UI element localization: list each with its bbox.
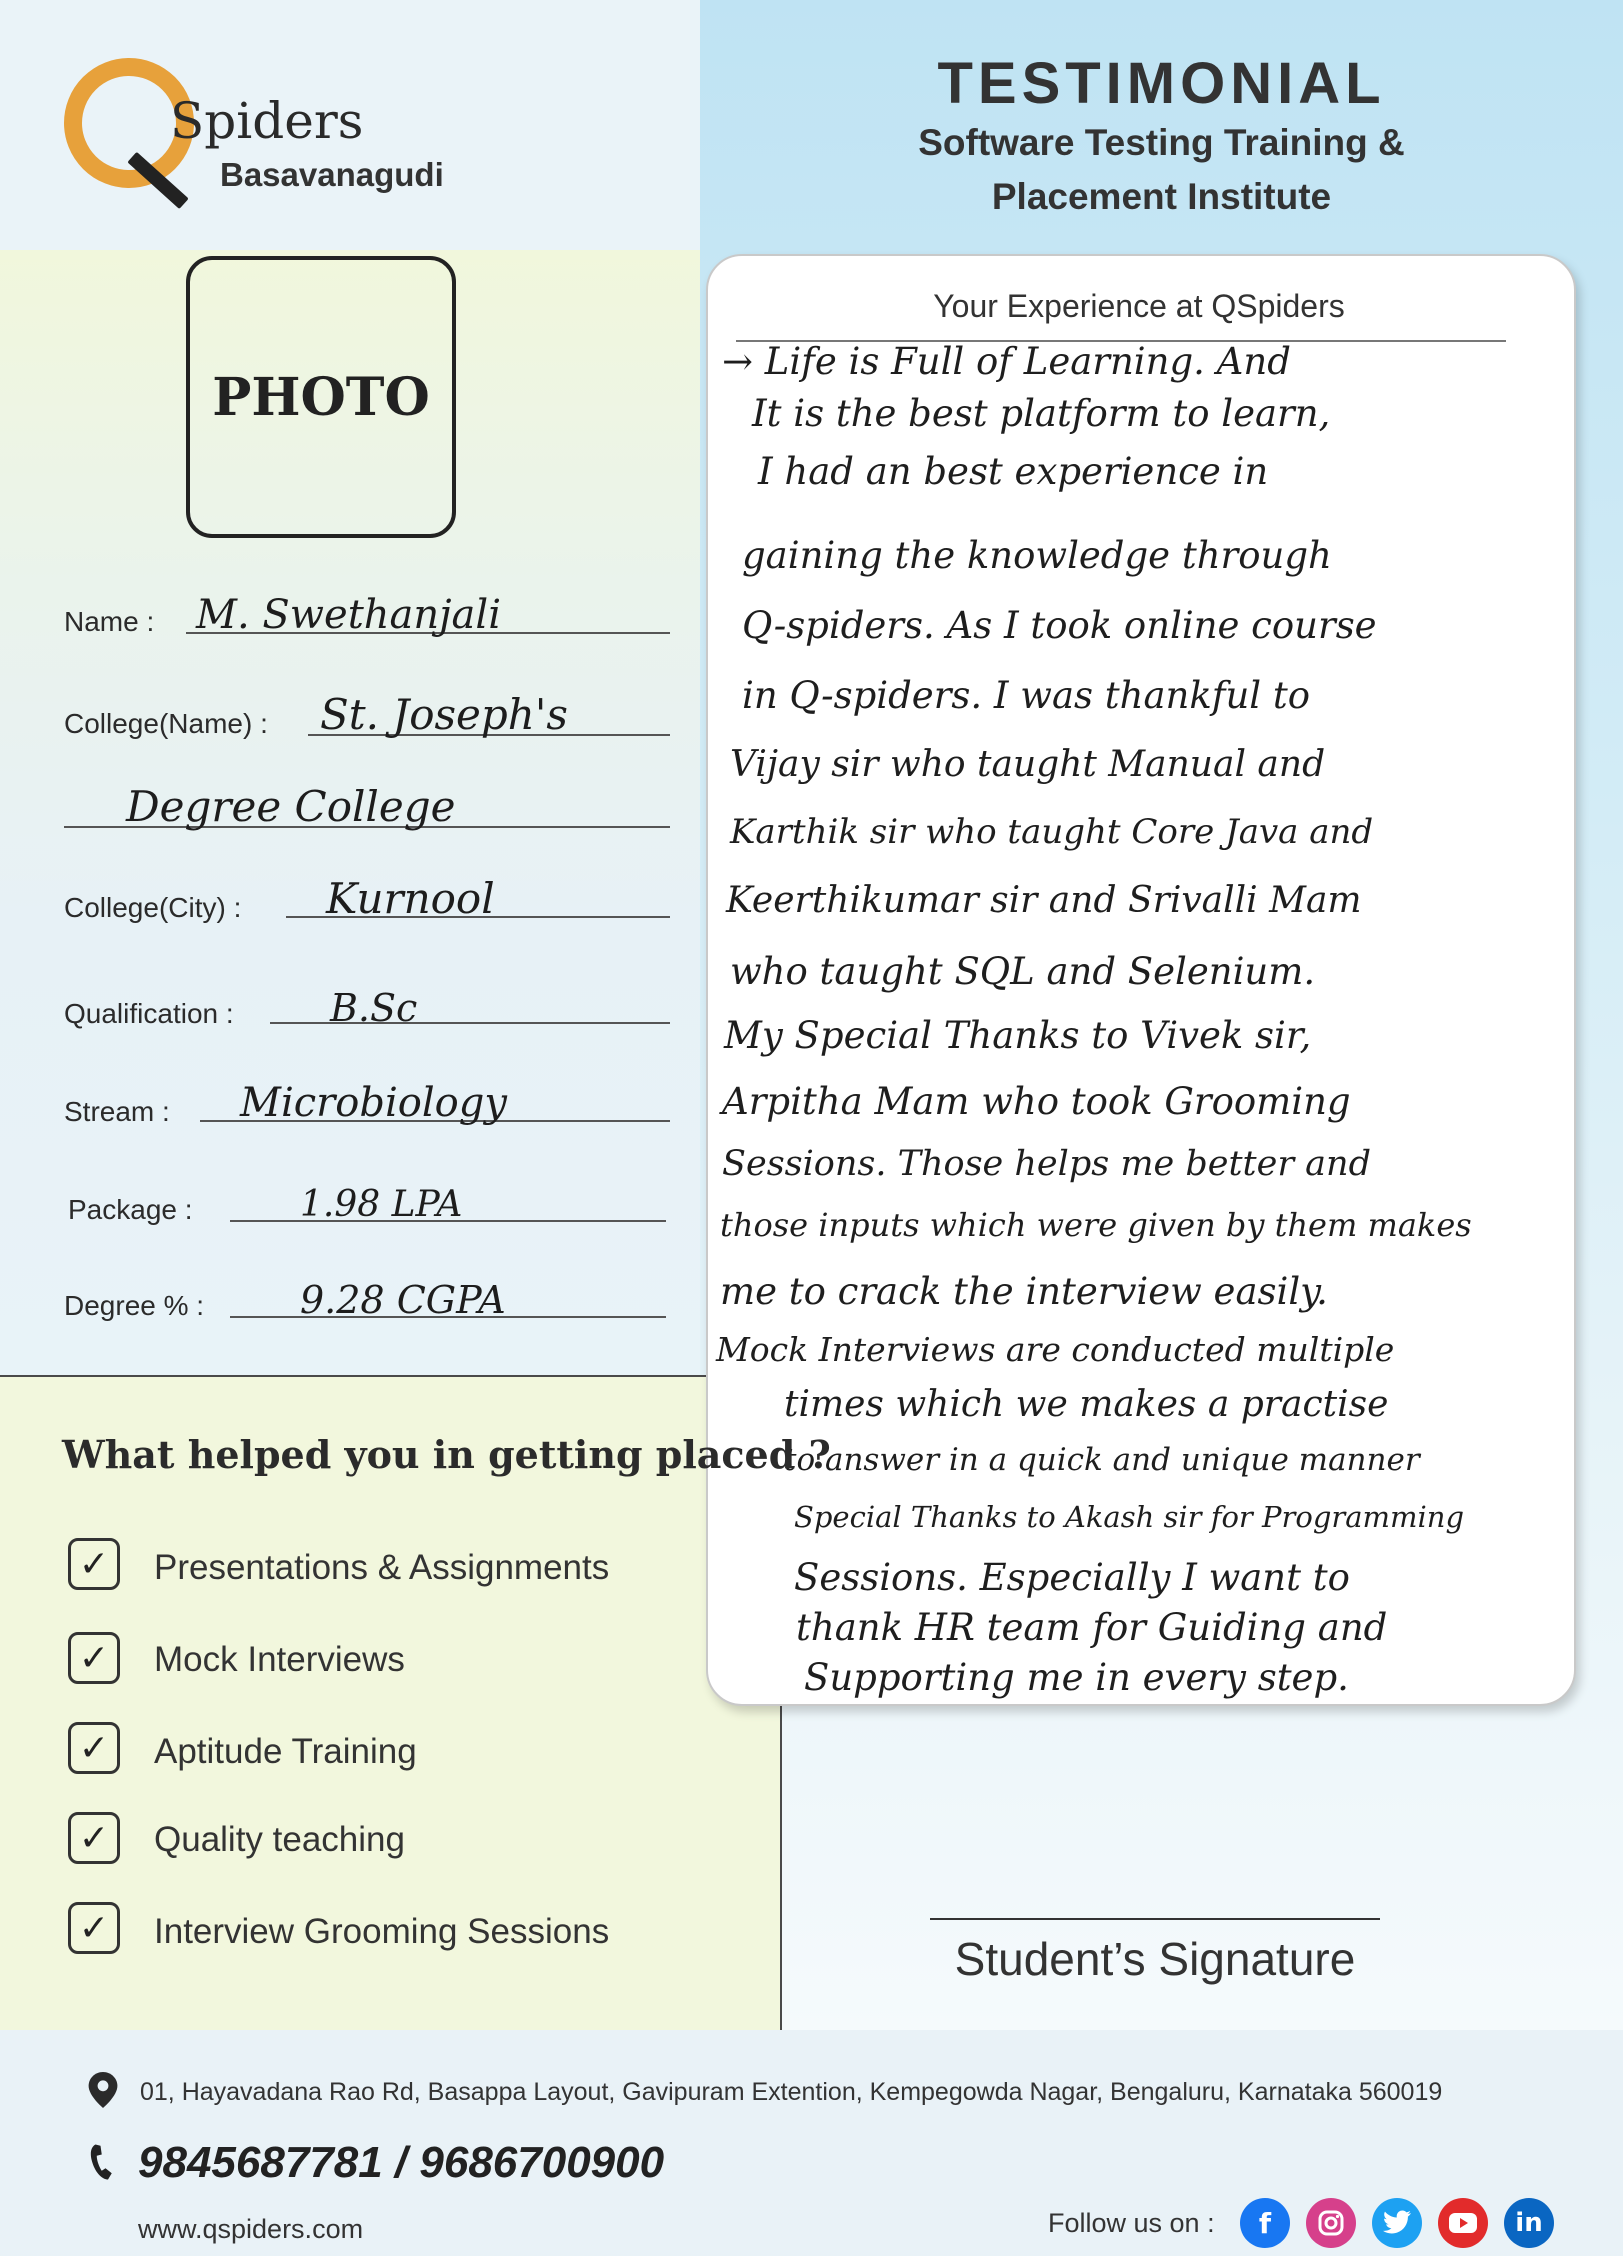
checkbox-aptitude-training[interactable]: ✓ — [68, 1722, 120, 1774]
testimonial-line: → Life is Full of Learning. And — [722, 340, 1291, 383]
testimonial-line: in Q-spiders. I was thankful to — [742, 674, 1311, 717]
follow-label: Follow us on : — [1048, 2208, 1215, 2238]
testimonial-line: who taught SQL and Selenium. — [730, 950, 1316, 993]
instagram-icon[interactable] — [1306, 2198, 1356, 2248]
twitter-icon[interactable] — [1372, 2198, 1422, 2248]
linkedin-icon[interactable]: in — [1504, 2198, 1554, 2248]
photo-label: PHOTO — [212, 366, 430, 428]
degree-value: 9.28 CGPA — [300, 1278, 506, 1322]
name-label: Name : — [64, 606, 155, 637]
page-title: TESTIMONIAL — [937, 51, 1386, 116]
testimonial-line: My Special Thanks to Vivek sir, — [724, 1014, 1312, 1057]
logo-branch: Basavanagudi — [220, 156, 444, 193]
testimonial-line: I had an best experience in — [758, 450, 1269, 493]
college-name-value-1: St. Joseph's — [320, 690, 568, 739]
testimonial-line: to answer in a quick and unique manner — [784, 1442, 1420, 1478]
testimonial-line: Sessions. Those helps me better and — [722, 1144, 1371, 1184]
college-name-value-2: Degree College — [126, 782, 456, 831]
location-pin-icon — [88, 2072, 118, 2108]
facebook-icon[interactable]: f — [1240, 2198, 1290, 2248]
testimonial-line: Vijay sir who taught Manual and — [730, 744, 1326, 785]
testimonial-line: gaining the knowledge through — [742, 534, 1332, 577]
checkbox-label: Quality teaching — [154, 1820, 405, 1859]
testimonial-line: Sessions. Especially I want to — [794, 1556, 1350, 1599]
testimonial-line: Q-spiders. As I took online course — [742, 604, 1377, 647]
testimonial-line: times which we makes a practise — [784, 1384, 1389, 1425]
subtitle-line-2: Placement Institute — [991, 176, 1332, 217]
testimonial-line: It is the best platform to learn, — [752, 392, 1331, 435]
checkbox-label: Aptitude Training — [154, 1732, 417, 1771]
stream-label: Stream : — [64, 1096, 170, 1127]
testimonial-line: me to crack the interview easily. — [720, 1270, 1328, 1313]
helped-question: What helped you in getting placed ? — [62, 1432, 831, 1477]
signature-label: Student’s Signature — [954, 1933, 1356, 1985]
testimonial-line: Keerthikumar sir and Srivalli Mam — [726, 880, 1362, 921]
testimonial-line: those inputs which were given by them makes — [720, 1206, 1472, 1244]
logo-name: Spiders — [170, 92, 364, 150]
checkbox-presentations[interactable]: ✓ — [68, 1538, 120, 1590]
checkbox-label: Mock Interviews — [154, 1640, 405, 1679]
college-name-label: College(Name) : — [64, 708, 268, 739]
stream-value: Microbiology — [240, 1080, 507, 1126]
photo-box — [186, 256, 456, 538]
address: 01, Hayavadana Rao Rd, Basappa Layout, Gavipuram Extention, Kempegowda Nagar, Bengaluru, Karnataka 560019 — [140, 2078, 1443, 2106]
testimonial-line: Mock Interviews are conducted multiple — [716, 1330, 1395, 1369]
package-value: 1.98 LPA — [300, 1184, 463, 1225]
testimonial-line: Supporting me in every step. — [804, 1656, 1349, 1699]
website-link[interactable]: www.qspiders.com — [138, 2214, 364, 2244]
degree-label: Degree % : — [64, 1290, 205, 1321]
college-city-value: Kurnool — [326, 874, 495, 923]
checkbox-label: Interview Grooming Sessions — [154, 1912, 610, 1951]
name-value: M. Swethanjali — [196, 592, 501, 638]
experience-title: Your Experience at QSpiders — [933, 288, 1345, 324]
testimonial-line: thank HR team for Guiding and — [796, 1606, 1388, 1649]
checkbox-quality-teaching[interactable]: ✓ — [68, 1812, 120, 1864]
subtitle-line-1: Software Testing Training & — [918, 122, 1405, 163]
checkbox-mock-interviews[interactable]: ✓ — [68, 1632, 120, 1684]
testimonial-line: Special Thanks to Akash sir for Programming — [794, 1500, 1465, 1534]
signature-line — [930, 1918, 1380, 1920]
checkbox-label: Presentations & Assignments — [154, 1548, 610, 1587]
qualification-value: B.Sc — [330, 986, 418, 1030]
package-label: Package : — [68, 1194, 193, 1225]
checkbox-grooming-sessions[interactable]: ✓ — [68, 1902, 120, 1954]
college-city-label: College(City) : — [64, 892, 242, 923]
phone-numbers[interactable]: 9845687781 / 9686700900 — [138, 2138, 665, 2187]
testimonial-line: Arpitha Mam who took Grooming — [722, 1080, 1351, 1123]
youtube-icon[interactable] — [1438, 2198, 1488, 2248]
testimonial-line: Karthik sir who taught Core Java and — [730, 812, 1374, 852]
phone-icon — [88, 2142, 118, 2182]
qualification-label: Qualification : — [64, 998, 234, 1029]
